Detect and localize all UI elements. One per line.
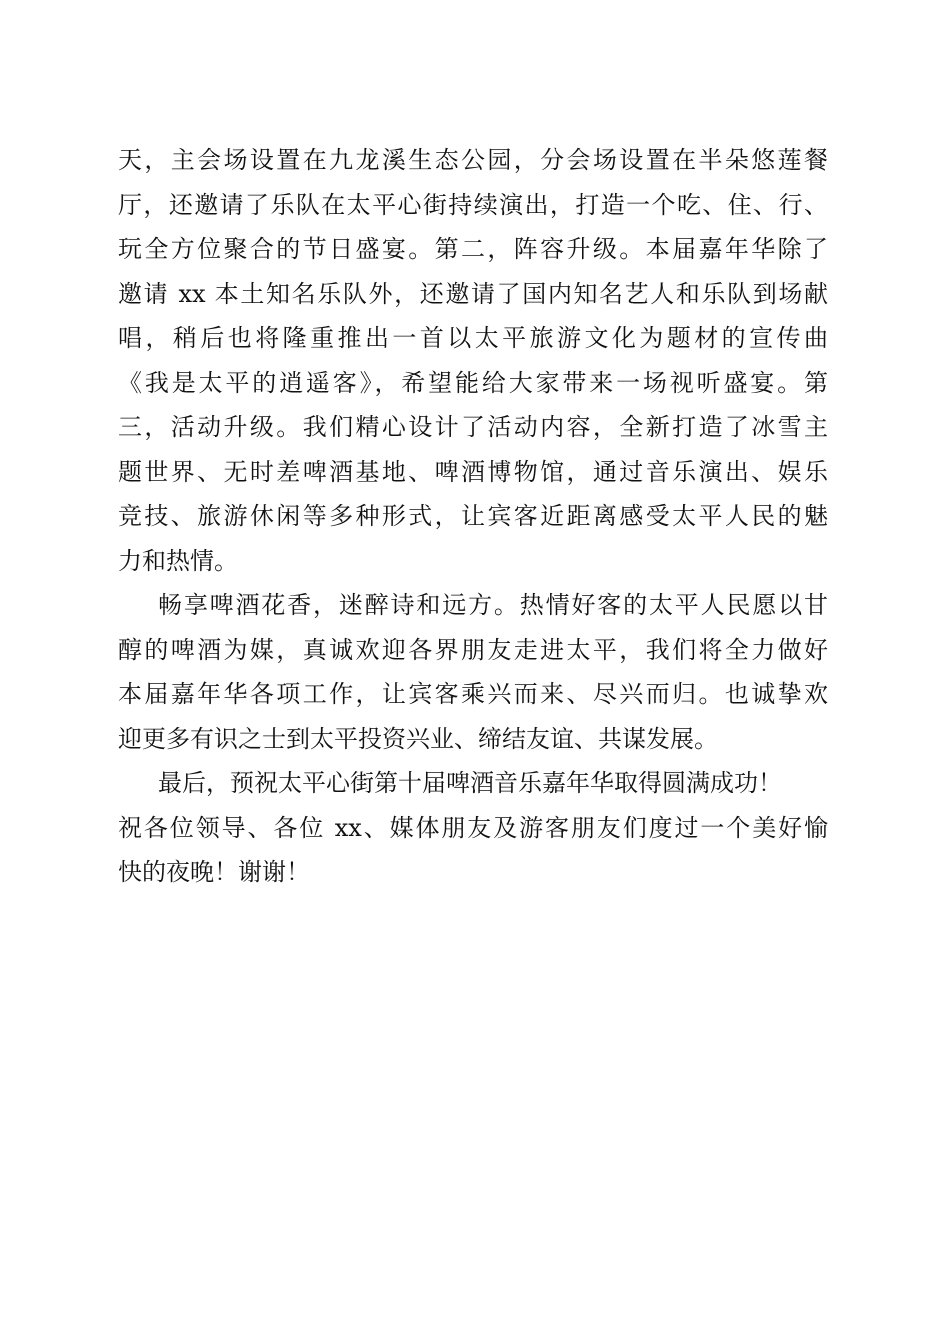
text-line: 邀请 xx 本土知名乐队外，还邀请了国内知名艺人和乐队到场献 [118,279,828,308]
text-line: 厅，还邀请了乐队在太平心街持续演出，打造一个吃、住、行、 [118,190,828,219]
text-line: 玩全方位聚合的节日盛宴。第二，阵容升级。本届嘉年华除了 [118,235,828,263]
text-line: 醇的啤酒为媒，真诚欢迎各界朋友走进太平，我们将全力做好 [118,635,828,664]
text-line: 祝各位领导、各位 xx、媒体朋友及游客朋友们度过一个美好愉 [118,813,828,842]
text-line: 唱，稍后也将隆重推出一首以太平旅游文化为题材的宣传曲 [118,324,828,352]
text-line: 快的夜晚！谢谢！ [118,858,310,886]
text-line: 题世界、无时差啤酒基地、啤酒博物馆，通过音乐演出、娱乐 [118,457,828,486]
text-line: 本届嘉年华各项工作，让宾客乘兴而来、尽兴而归。也诚挚欢 [118,680,828,708]
text-line: 迎更多有识之士到太平投资兴业、缔结友谊、共谋发展。 [118,724,718,753]
paragraph-closing-wishes [118,761,828,895]
text-line: 天，主会场设置在九龙溪生态公园，分会场设置在半朵悠莲餐 [118,146,828,174]
text-line: 《我是太平的逍遥客》，希望能给大家带来一场视听盛宴。第 [118,368,828,397]
paragraph-festival-upgrades [118,138,828,583]
text-line: 竞技、旅游休闲等多种形式，让宾客近距离感受太平人民的魅 [118,502,828,530]
text-line: 最后，预祝太平心街第十届啤酒音乐嘉年华取得圆满成功！ [158,769,782,797]
document-body [118,138,828,895]
paragraph-invitation [118,583,828,761]
text-line: 力和热情。 [118,546,238,575]
text-line: 三，活动升级。我们精心设计了活动内容，全新打造了冰雪主 [118,413,828,441]
text-line: 畅享啤酒花香，迷醉诗和远方。热情好客的太平人民愿以甘 [158,591,828,619]
